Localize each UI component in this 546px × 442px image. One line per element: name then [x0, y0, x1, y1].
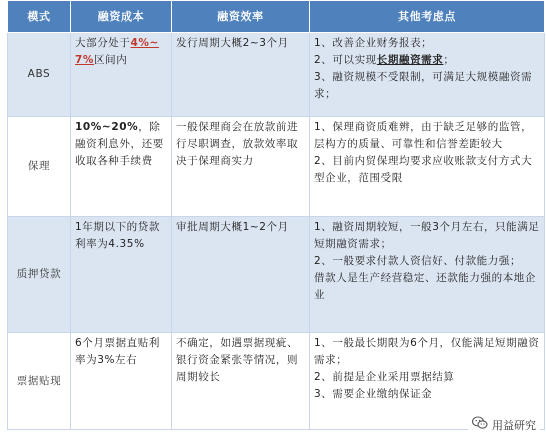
header-row: [8, 1, 545, 33]
table-row: [8, 33, 545, 117]
cost-text: 大部分处于: [75, 37, 131, 49]
mode-cell: 保理: [8, 117, 71, 217]
watermark: [468, 414, 540, 435]
table-row: [8, 333, 545, 430]
efficiency-cell: 不确定，如遇票据现疵、银行资金紧张等情况，则周期较长: [172, 333, 310, 430]
watermark-text: 用益研究: [492, 418, 536, 432]
wechat-icon: [472, 415, 488, 434]
header-cost: 融资成本: [71, 1, 172, 33]
other-point: 2、一般要求付款人资信好、付款能力强；: [314, 255, 522, 267]
other-point: 1、改善企业财务报表；: [314, 37, 433, 49]
other-point: 3、融资规模不受限制，可满足大规模融资需求；: [314, 71, 533, 100]
other-cell: [310, 117, 545, 217]
other-point: [314, 52, 540, 69]
cost-cell: [71, 117, 172, 217]
other-point: 3、需要企业缴纳保证金: [314, 388, 433, 400]
cost-rate-highlight: 4%~7%: [75, 37, 159, 66]
other-point: 1、融资周期较短，一般3个月左右，只能满足短期融资需求；: [314, 221, 540, 250]
other-point: 2、目前内贸保理均要求应收账款支付方式大型企业，范围受限: [314, 155, 533, 184]
cost-cell: 1年期以下的贷款利率为4.35%: [71, 217, 172, 333]
table-row: [8, 117, 545, 217]
cost-text: 区间内: [94, 54, 128, 66]
other-text: ；: [443, 54, 455, 66]
other-point: 1、保理商资质难辨，由于缺乏足够的监管，层构方的质量、可靠性和信誉差距较大: [314, 121, 533, 150]
mode-cell: 质押贷款: [8, 217, 71, 333]
header-other: 其他考虑点: [310, 1, 545, 33]
long-term-highlight: 长期融资需求: [376, 54, 444, 66]
cost-rate-highlight: 10%~20%: [75, 121, 139, 133]
efficiency-cell: 一般保理商会在放款前进行尽职调查，放款效率取决于保理商实力: [172, 117, 310, 217]
header-efficiency: 融资效率: [172, 1, 310, 33]
table-row: [8, 217, 545, 333]
cost-cell: [71, 33, 172, 117]
mode-cell: 票据贴现: [8, 333, 71, 430]
mode-cell: ABS: [8, 33, 71, 117]
cost-text: ，除融资利息外，还要收取各种手续费: [75, 121, 164, 167]
financing-comparison-table: [7, 0, 545, 430]
efficiency-cell: 发行周期大概2~3个月: [172, 33, 310, 117]
header-mode: 模式: [8, 1, 71, 33]
other-point: 2、前提是企业采用票据结算: [314, 371, 455, 383]
efficiency-cell: 审批周期大概1~2个月: [172, 217, 310, 333]
other-point: 1、一般最长期限为6个月，仅能满足短期融资需求；: [314, 337, 540, 366]
other-cell: [310, 33, 545, 117]
other-text: 2、可以实现: [314, 54, 377, 66]
other-point: 借款人是生产经营稳定、还款能力强的本地企业: [314, 272, 536, 301]
cost-cell: 6个月票据直贴利率为3%左右: [71, 333, 172, 430]
other-cell: [310, 217, 545, 333]
